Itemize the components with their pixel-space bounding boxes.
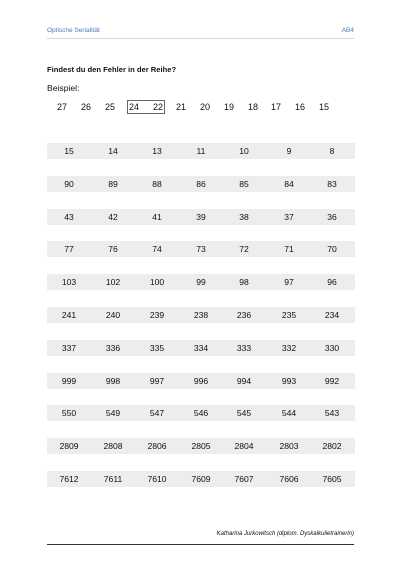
number-cell[interactable]: 549	[105, 408, 121, 419]
number-cell[interactable]: 999	[61, 375, 77, 386]
number-cell[interactable]: 41	[152, 211, 162, 222]
number-cell[interactable]: 546	[193, 408, 209, 419]
task-question: Findest du den Fehler in der Reihe?	[47, 65, 177, 74]
number-cell[interactable]: 993	[281, 375, 297, 386]
number-cell[interactable]: 2803	[279, 441, 299, 452]
number-cell[interactable]: 992	[324, 375, 340, 386]
example-number: 16	[294, 102, 306, 112]
number-row	[47, 176, 355, 192]
number-cell[interactable]: 36	[327, 211, 337, 222]
number-cell[interactable]: 337	[61, 342, 77, 353]
header-sheet-id: AB4	[341, 27, 354, 34]
number-cell[interactable]: 7612	[59, 474, 79, 484]
number-cell[interactable]: 2809	[59, 441, 79, 452]
number-cell[interactable]: 997	[149, 375, 165, 386]
number-cell[interactable]: 13	[152, 146, 162, 156]
number-cell[interactable]: 7610	[147, 474, 167, 484]
number-cell[interactable]: 86	[196, 178, 206, 189]
number-cell[interactable]: 84	[284, 178, 294, 189]
number-cell[interactable]: 334	[193, 342, 209, 353]
number-row	[47, 241, 355, 257]
number-cell[interactable]: 336	[105, 342, 121, 353]
example-number: 18	[247, 102, 259, 112]
number-cell[interactable]: 97	[284, 277, 294, 288]
number-cell[interactable]: 10	[239, 146, 249, 156]
number-cell[interactable]: 85	[239, 178, 249, 189]
number-cell[interactable]: 43	[64, 211, 74, 222]
number-cell[interactable]: 42	[108, 211, 118, 222]
number-cell[interactable]: 7607	[234, 474, 254, 484]
example-number: 27	[56, 102, 68, 112]
example-row	[0, 102, 400, 116]
number-cell[interactable]: 7611	[103, 474, 123, 484]
number-cell[interactable]: 7605	[322, 474, 342, 484]
example-number: 25	[104, 102, 116, 112]
number-row	[47, 143, 355, 159]
number-row	[47, 340, 355, 356]
number-cell[interactable]: 994	[236, 375, 252, 386]
number-row	[47, 307, 355, 323]
example-number: 15	[318, 102, 330, 112]
number-cell[interactable]: 543	[324, 408, 340, 419]
example-number: 26	[80, 102, 92, 112]
number-cell[interactable]: 2806	[147, 441, 167, 452]
number-cell[interactable]: 76	[108, 244, 118, 255]
number-cell[interactable]: 8	[329, 146, 335, 156]
number-cell[interactable]: 2804	[234, 441, 254, 452]
number-cell[interactable]: 545	[236, 408, 252, 419]
example-number: 20	[199, 102, 211, 112]
number-row	[47, 209, 355, 225]
number-cell[interactable]: 547	[149, 408, 165, 419]
number-cell[interactable]: 88	[152, 178, 162, 189]
number-cell[interactable]: 240	[105, 310, 121, 320]
example-number: 17	[270, 102, 282, 112]
number-cell[interactable]: 2808	[103, 441, 123, 452]
number-cell[interactable]: 335	[149, 342, 165, 353]
number-row	[47, 274, 355, 290]
number-cell[interactable]: 333	[236, 342, 252, 353]
number-cell[interactable]: 90	[64, 178, 74, 189]
number-cell[interactable]: 239	[149, 310, 165, 320]
number-cell[interactable]: 72	[239, 244, 249, 255]
number-cell[interactable]: 11	[196, 146, 206, 156]
number-cell[interactable]: 241	[61, 310, 77, 320]
number-cell[interactable]: 37	[284, 211, 294, 222]
number-cell[interactable]: 15	[64, 146, 74, 156]
number-cell[interactable]: 235	[281, 310, 297, 320]
number-cell[interactable]: 98	[239, 277, 249, 288]
number-row	[47, 438, 355, 454]
number-cell[interactable]: 14	[108, 146, 118, 156]
number-cell[interactable]: 100	[149, 277, 165, 288]
example-label: Beispiel:	[47, 83, 80, 93]
number-cell[interactable]: 2802	[322, 441, 342, 452]
number-cell[interactable]: 236	[236, 310, 252, 320]
number-cell[interactable]: 71	[284, 244, 294, 255]
header-title: Optische Serialität	[47, 27, 100, 34]
page-header	[47, 24, 354, 39]
footer-divider	[47, 544, 354, 545]
number-cell[interactable]: 89	[108, 178, 118, 189]
example-number: 21	[175, 102, 187, 112]
number-cell[interactable]: 998	[105, 375, 121, 386]
number-cell[interactable]: 38	[239, 211, 249, 222]
number-cell[interactable]: 70	[327, 244, 337, 255]
number-cell[interactable]: 103	[61, 277, 77, 288]
example-number: 24	[128, 102, 140, 112]
number-cell[interactable]: 77	[64, 244, 74, 255]
example-number: 19	[223, 102, 235, 112]
number-row	[47, 471, 355, 487]
number-cell[interactable]: 7606	[279, 474, 299, 484]
number-row	[47, 373, 355, 389]
number-cell[interactable]: 99	[196, 277, 206, 288]
number-cell[interactable]: 544	[281, 408, 297, 419]
number-cell[interactable]: 102	[105, 277, 121, 288]
number-cell[interactable]: 96	[327, 277, 337, 288]
number-cell[interactable]: 238	[193, 310, 209, 320]
number-cell[interactable]: 550	[61, 408, 77, 419]
number-cell[interactable]: 234	[324, 310, 340, 320]
number-cell[interactable]: 2805	[191, 441, 211, 452]
number-cell[interactable]: 39	[196, 211, 206, 222]
number-row	[47, 405, 355, 421]
number-cell[interactable]: 9	[286, 146, 292, 156]
number-cell[interactable]: 73	[196, 244, 206, 255]
number-cell[interactable]: 74	[152, 244, 162, 255]
number-cell[interactable]: 332	[281, 342, 297, 353]
number-cell[interactable]: 83	[327, 178, 337, 189]
number-cell[interactable]: 330	[324, 342, 340, 353]
footer-author: Katharina Jurkowitsch (diplom. Dyskalkulietrainerin)	[216, 531, 354, 537]
number-cell[interactable]: 996	[193, 375, 209, 386]
example-number: 22	[152, 102, 164, 112]
number-cell[interactable]: 7609	[191, 474, 211, 484]
